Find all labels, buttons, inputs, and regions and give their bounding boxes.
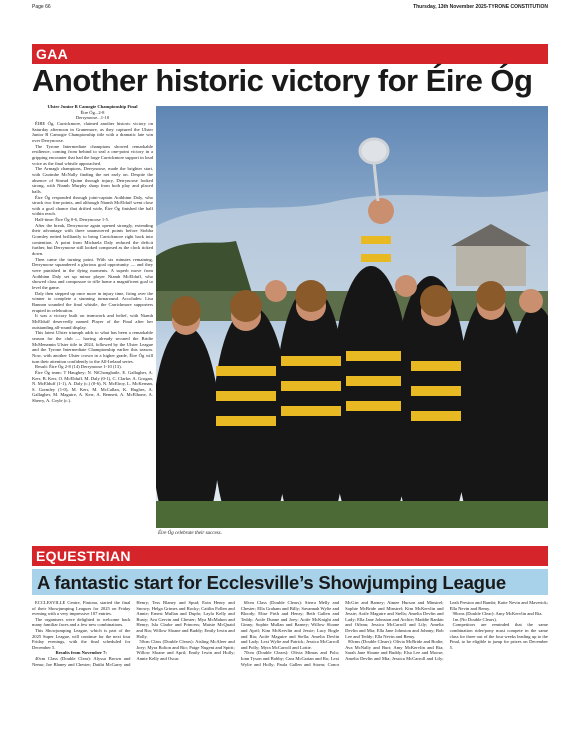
article-paragraph: Half-time: Éire Óg 0-6, Derrynoose 1-5. xyxy=(35,217,110,223)
article-paragraph: 70cm (Double Clears): Olivia Mimas and Polo; Ionn Tyson and Bobby; Cara McCartan and Ro; Lexi Wylie and Holly; Paula Gallen and Storm; Conor McGirr and Barney; Aimee Hurson and Minstrel; Sophie McBride and Minstrel; Kim McKervlin and Jessie; Aoife Maguire and Stella; Amelia Devlin and Lady; Ella Jane Johnston and Archie; Maddie Rankin and Oilean; Jessica McCarroll and Lily; Amelia Devlin and Mia; Ella Jane Johnston and Johnny; Bob Lee and Teddy; Ella Nevin and Remy. xyxy=(240,600,444,667)
photo-illustration xyxy=(156,106,548,528)
article-paragraph: It was a victory built on teamwork and belief, with Niamh McElduff deservedly named Player of the Final after her outstanding all-round display. xyxy=(32,313,153,330)
results-heading: Results from November 7: xyxy=(55,650,107,656)
article-paragraph: The organisers were delighted to welcome back many familiar faces and a few new combinations. xyxy=(32,616,131,628)
article-paragraph: Éire Óg team: T Haughey; N. NíChonghaile, E. Gallagher, A. Kerr, B. Kerr, O. McElduff, M. Daly (0-1), C. Clarke; A. Grogan, N. McElduff (1-1), A. Daly (c.) (0-6), N. McElroy, L. McKernan, S. Gormley (1-0), M. Kerr, M. McCallan, K. Hughes, A. Gallagher, M. Maguire, A. Kerr, A. Bennett, A. McElhone, A. Sherry, A. Coyle (c.). xyxy=(32,369,153,404)
equestrian-article xyxy=(32,600,548,730)
section-band-gaa xyxy=(32,44,548,64)
article-paragraph: 50cm Class (Double Clears): Aisling McAleer and Joey; Myra Bolton and Rio; Paige Nugent and Spirit; Willow Sloane and April; Emily Irwin and Holly; Annie Kelly and Oscar. xyxy=(136,639,235,661)
page-header xyxy=(0,0,580,14)
article-paragraph: ECCLESVILLE Centre, Fintona, started the final of their Showjumping Leagues for 2025 on Friday evening with a very impressive 107 entries. xyxy=(32,600,131,617)
article-paragraph: ÉIRE Óg, Carrickmore, claimed another historic victory on Saturday afternoon in Granemore, as they captured the Ulster Junior B Camogie Championship title with a dramatic late win over Derrynoose. xyxy=(32,120,153,143)
section-label: EQUESTRIAN xyxy=(36,548,131,564)
article-paragraph: The Tyrone Intermediate champions showed remarkable resilience, coming from behind to seal a one-point victory in a gripping encounter that had the large Carrickmore support in loud voice as the final whistle approached. xyxy=(32,143,153,166)
article-paragraph: Result: Éire Óg 2-8 (14) Derrynoose 1-10 (13). xyxy=(35,364,122,370)
section-band-equestrian xyxy=(32,546,548,566)
article-paragraph: Daly then stepped up once more in injury time, firing over the winner to complete a stunning turnaround. Accolades: Lisa Bannon sounded the final whistle, the Carrickmore supporters erupted in celebration. xyxy=(32,290,153,313)
article-paragraph: After the break, Derrynoose again opened strongly, extending their advantage with three unanswered points before Siobha Gormley netted brilliantly to bring Carrickmore right back into contention. A point from Michaela Daly reduced the deficit further, but Derrynoose still looked composed as the clock ticked down. xyxy=(32,222,153,257)
article-paragraph: The Armagh champions, Derrynoose, made the brighter start, with Caoimhe McNally finding the net early on. Despite the absence of Sinead Quinn through injury, Derrynoose looked strong, with Niamh Murphy sharp from both play and placed balls. xyxy=(32,166,153,194)
page-number: Page 66 xyxy=(32,4,51,10)
article-paragraph: 60cm Class (Double Clears): Sierra Melly and Chester; Ella Graham and Billy; Savannah Wylie and Bloody; Elise Firth and Henry; Beth Gallen and Teddy; Aoife Dunne and Joey; Aoife McKnight and Ginny; Sophie Mullan and Barney; Willow Sloane and April; Kim McKervlin and Jessie; Lucy Bogle and Ria; Aoife Maguire and Stella; Amelia Devlin and Lady; Lexi Wylie and Patrick; Jessica McCarroll and Polly; Myra McCarroll and Lottie. xyxy=(240,600,340,650)
team-celebration-photo xyxy=(156,106,548,528)
score-line-1: Éire Óg...2-8 xyxy=(80,109,105,115)
section-label: GAA xyxy=(36,46,69,62)
equestrian-headline: A fantastic start for Ecclesville’s Showjumping League xyxy=(32,569,548,595)
article-paragraph: 90cms (Double Clear): Amy McKervlin and Ria. xyxy=(452,611,543,617)
article-paragraph: 80cms (Double Clears): Olivia McBride and Bodie; Ava McNally and Burt; Amy McKervlin and Ria; Sarah Jane Sloane and Buddy; Elsa Lee and Moose; Amelia Devlin and Mia; Jessica McCarroll and Lily; Leah Preston and Bambi; Katie Nevin and Maverick; Ella Nevin and Remy. xyxy=(345,600,548,661)
article-paragraph: 1m (No Double Clears). xyxy=(452,616,497,622)
match-title: Ulster Junior B Camogie Championship Final xyxy=(47,104,138,109)
article-paragraph: This Showjumping League, which is part of the 2025 Super League, will continue for the next four Friday evenings, with the final scheduled for December 5. xyxy=(32,627,131,650)
gaa-article xyxy=(32,104,153,534)
issue-date: Thursday, 13th November 2025-TYRONE CONSTITUTION xyxy=(413,4,548,10)
photo-caption: Éire Óg celebrate their success. xyxy=(158,531,222,536)
article-paragraph: This latest Ulster triumph adds to what has been a remarkable season for the club — having already secured the Bridie McMenamin Ulster title in 2024, followed by the Ulster League and the Tyrone Intermediate Championship earlier this season. Now, with another Ulster crown in a higher grade, Éire Óg will turn their attention confidently to the All-Ireland series. xyxy=(32,330,153,364)
article-paragraph: 40cm Class (Double Clear): Alyssa Brown and Nemo; Joe Blaney and Chester; Daithi McGarry and Henry; Tess Blaney and Spud; Eoin Henry and Snowy; Helga Grimes and Rocky; Caitlin Follen and Annie; Ernest Mullan and Duplo; Layla Kelly and Rusty; Ava Gervin and Chester; Mya McMahon and Henry; Isla Clarke and Princess; Maisie McQuaid and Ria; Willow Sloane and Buddy; Emily Irwin and Holly. xyxy=(32,600,235,667)
gaa-headline: Another historic victory for Éire Óg xyxy=(32,63,533,98)
article-paragraph: Éire Óg responded through joint-captain Aoibhinn Daly, who struck two fine points, and although Niamh McElduff went close with a goal chance that drifted wide, Éire Óg finished the half within reach. xyxy=(32,194,153,217)
article-paragraph: Competitors are reminded that the same combination rider/pony must compete in the same class for three out of the four weeks leading up to the Final, to be eligible to jump for prizes on December 5. xyxy=(449,622,548,650)
article-paragraph: Then came the turning point. With six minutes remaining, Derrynoose squandered a glorious goal opportunity — and they were punished in the dying moments. A superb move from Aoibhinn Daly set up minor player Niamh McElduff, who showed class and composure to rifle home a magnificent goal to level the game. xyxy=(32,256,153,290)
score-line-2: Derrynoose...1-10 xyxy=(75,115,110,121)
